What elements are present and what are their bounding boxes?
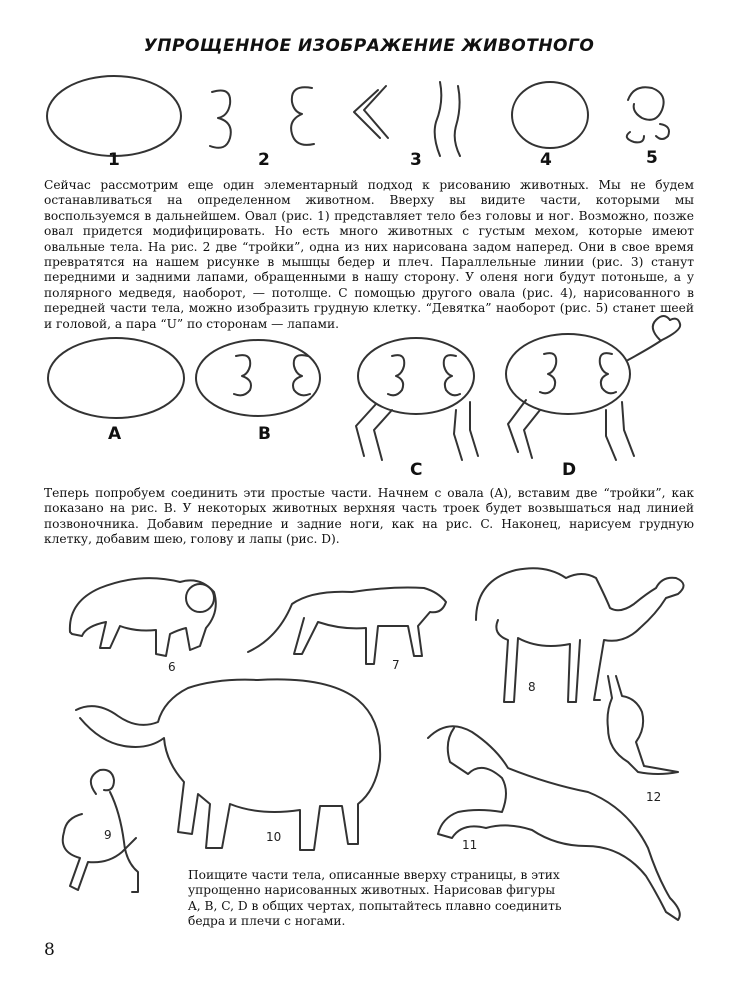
figure-label-5: 5 <box>646 148 658 168</box>
page-title: УПРОЩЕННОЕ ИЗОБРАЖЕНИЕ ЖИВОТНОГО <box>143 36 595 56</box>
figure-label-d: D <box>562 460 577 480</box>
animal-label-6: 6 <box>168 660 176 674</box>
animal-label-9: 9 <box>104 828 112 842</box>
figure-label-1: 1 <box>108 150 120 170</box>
paragraph-intro: Сейчас рассмотрим еще один элементарный подход к рисованию животных. Мы не будем останавливаться на определенном животном. Вверху вы видите части, которыми мы воспользуемся в дальнейшем. Овал (рис. 1) представляет тело без головы и ног. Возможно, позже овал придется модифицировать. Но есть много животных с густым мехом, которые имеют овальные тела. На рис. 2 две “тройки”, одна из них нарисована задом наперед. Они в свое время превратятся на нашем рисунке в мышцы бедер и плеч. Параллельные линии (рис. 3) станут передними и задними лапами, обращенными в нашу сторону. У оленя ноги будут потоньше, а у полярного медведя, наоборот, — потолще. С помощью другого овала (рис. 4), нарисованного в передней части тела, можно изобразить грудную клетку. “Девятка” наоборот (рис. 5) станет шеей и головой, а пара “U” по сторонам — лапами. <box>44 178 694 331</box>
figure-label-c: C <box>410 460 423 480</box>
figure-label-b: B <box>258 424 271 444</box>
figure-label-4: 4 <box>540 150 552 170</box>
animal-label-7: 7 <box>392 658 400 672</box>
paragraph-exercise: Поищите части тела, описанные вверху страницы, в этих упрощенно нарисованных животных. Нарисовав фигуры A, B, C, D в общих чертах, попытайтесь плавно соединить бедра и плечи с ногами. <box>188 868 562 929</box>
animal-label-8: 8 <box>528 680 536 694</box>
page-number: 8 <box>44 940 55 960</box>
paragraph-combine: Теперь попробуем соединить эти простые части. Начнем с овала (A), вставим две “тройки”, как показано на рис. B. У некоторых животных верхняя часть троек будет возвышаться над линией позвоночника. Добавим передние и задние ноги, как на рис. C. Наконец, нарисуем грудную клетку, добавим шею, голову и лапы (рис. D). <box>44 486 694 547</box>
animal-label-11: 11 <box>462 838 478 852</box>
figure-label-2: 2 <box>258 150 270 170</box>
animal-label-10: 10 <box>266 830 282 844</box>
figure-label-3: 3 <box>410 150 422 170</box>
animal-label-12: 12 <box>646 790 662 804</box>
figure-label-a: A <box>108 424 122 444</box>
